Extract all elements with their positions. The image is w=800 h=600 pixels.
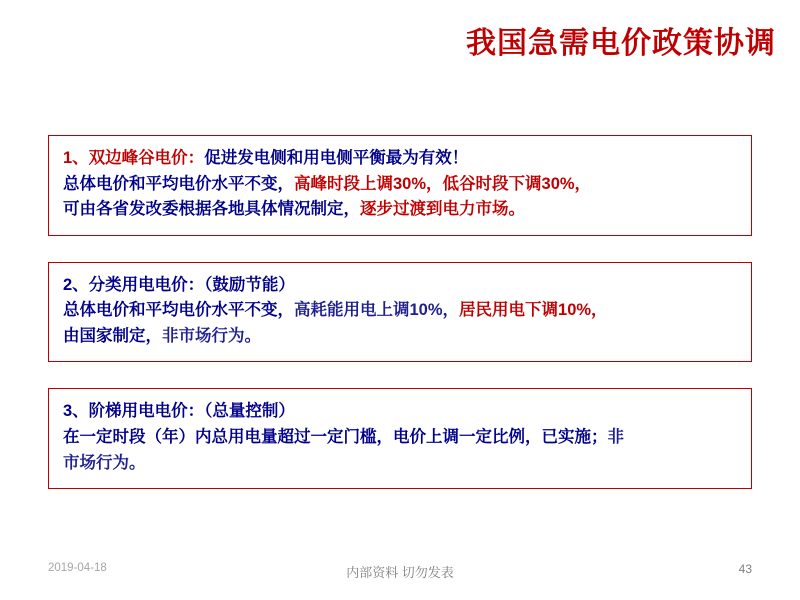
- page-number: 43: [738, 562, 752, 576]
- policy-text-segment: 非: [607, 427, 624, 446]
- policy-line: [63, 172, 737, 198]
- policy-line: [63, 324, 737, 350]
- policy-line: [63, 197, 737, 223]
- policy-text-segment: 由国家制定，: [63, 326, 162, 345]
- policy-line: [63, 273, 737, 299]
- policy-line: [63, 146, 737, 172]
- policy-text-segment: 3、阶梯用电电价：（总量控制）: [63, 402, 295, 421]
- policy-text-segment: 居民用电下调10%，: [459, 301, 608, 320]
- policy-text-segment: 总体电价和平均电价水平不变，: [63, 301, 294, 320]
- policy-line: [63, 451, 737, 477]
- footer-note: 内部资料 切勿发表: [346, 565, 454, 580]
- policy-line: [63, 298, 737, 324]
- policy-text-segment: 可由各省发改委根据各地具体情况制定，: [63, 200, 360, 219]
- policy-box-1: [48, 135, 752, 236]
- policy-text-segment: 高峰时段上调30%，低谷时段下调30%，: [294, 174, 592, 193]
- policy-text-segment: 促进发电侧和用电侧平衡最为有效！: [204, 149, 469, 167]
- policy-text-segment: 非市场行为。: [162, 326, 261, 345]
- policy-text-segment: 在一定时段（年）内总用电量超过一定门槛，电价上调一定比例，已实施；: [63, 427, 608, 446]
- policy-text-segment: 市场行为。: [63, 453, 146, 472]
- page-title: 我国急需电价政策协调: [466, 27, 776, 60]
- policy-line: [63, 399, 737, 425]
- policy-line: [63, 425, 737, 451]
- policy-box-3: [48, 388, 752, 489]
- policy-text-segment: 2、分类用电电价：（鼓励节能）: [63, 275, 295, 294]
- policy-text-segment: 高耗能用电上调10%，: [294, 301, 460, 320]
- policy-text-segment: 逐步过渡到电力市场。: [360, 200, 525, 219]
- footer-date: 2019-04-18: [48, 562, 107, 574]
- policy-box-2: [48, 262, 752, 363]
- policy-text-segment: 1、双边峰谷电价：: [63, 149, 205, 167]
- slide-footer: [0, 562, 800, 582]
- content-boxes: [48, 135, 752, 489]
- policy-text-segment: 总体电价和平均电价水平不变，: [63, 174, 294, 193]
